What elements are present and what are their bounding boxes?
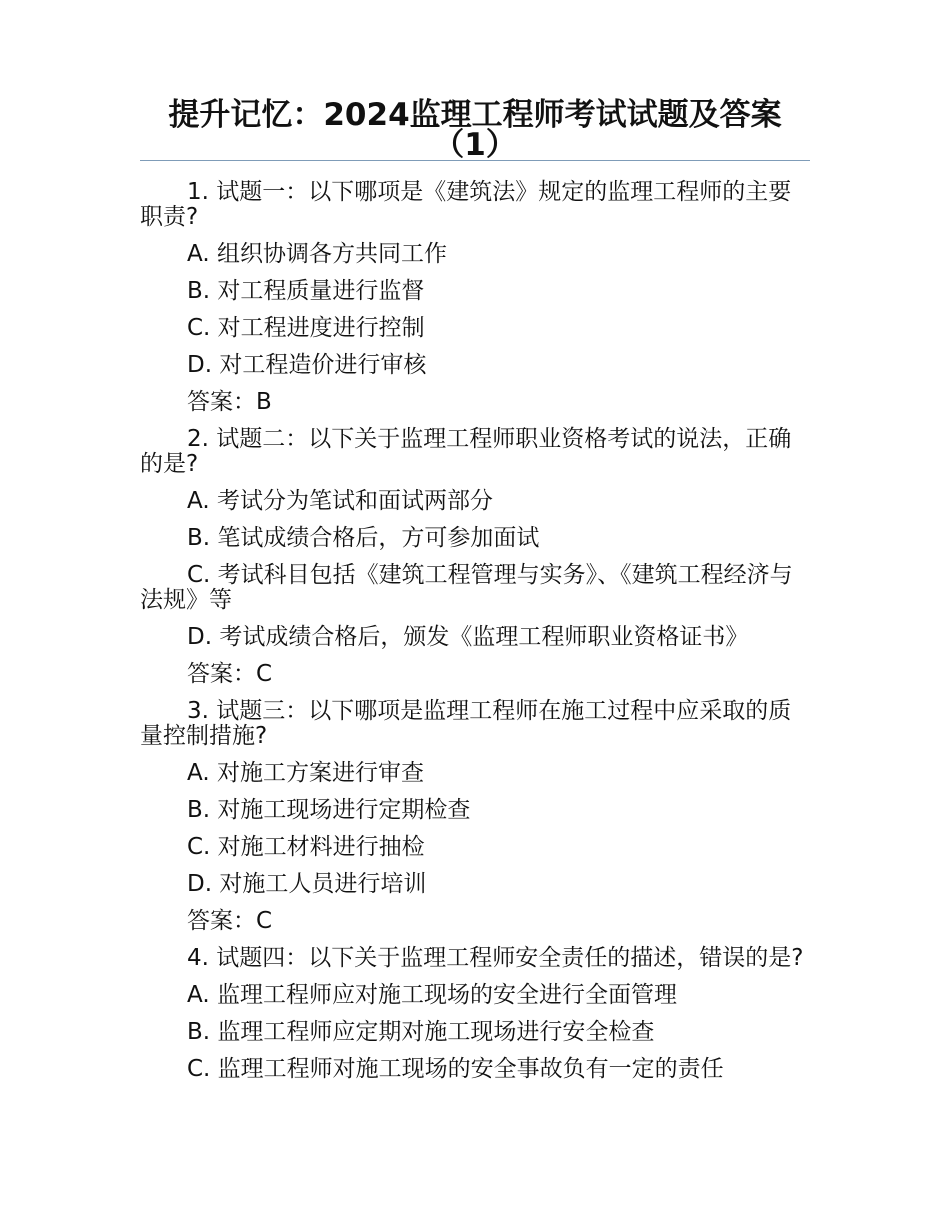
- answer-text: 答案：B: [187, 389, 272, 415]
- answer-text: 答案：C: [187, 908, 273, 934]
- title-divider: [140, 160, 810, 161]
- question-1: [140, 180, 810, 415]
- option-d: D. 考试成绩合格后，颁发《监理工程师职业资格证书》: [187, 624, 749, 650]
- question-stem: 3. 试题三：以下哪项是监理工程师在施工过程中应采取的质量控制措施?: [140, 698, 792, 749]
- question-4: [140, 946, 810, 1082]
- question-stem: 2. 试题二：以下关于监理工程师职业资格考试的说法，正确的是?: [140, 426, 792, 477]
- page-title: 提升记忆：2024监理工程师考试试题及答案（1）: [168, 97, 782, 163]
- option-a: A. 组织协调各方共同工作: [187, 241, 447, 267]
- question-3: [140, 699, 810, 934]
- option-c: C. 对施工材料进行抽检: [187, 834, 425, 860]
- option-c: C. 监理工程师对施工现场的安全事故负有一定的责任: [187, 1056, 724, 1082]
- question-stem: 1. 试题一：以下哪项是《建筑法》规定的监理工程师的主要职责?: [140, 179, 792, 230]
- option-a: A. 对施工方案进行审查: [187, 760, 424, 786]
- option-c: C. 对工程进度进行控制: [187, 315, 425, 341]
- question-2: [140, 427, 810, 687]
- option-a: A. 考试分为笔试和面试两部分: [187, 488, 493, 514]
- option-c: C. 考试科目包括《建筑工程管理与实务》、《建筑工程经济与法规》等: [140, 562, 793, 613]
- option-d: D. 对工程造价进行审核: [187, 352, 427, 378]
- option-b: B. 监理工程师应定期对施工现场进行安全检查: [187, 1019, 655, 1045]
- option-b: B. 对工程质量进行监督: [187, 278, 425, 304]
- option-b: B. 笔试成绩合格后，方可参加面试: [187, 525, 540, 551]
- option-a: A. 监理工程师应对施工现场的安全进行全面管理: [187, 982, 677, 1008]
- option-d: D. 对施工人员进行培训: [187, 871, 427, 897]
- question-list: [140, 180, 810, 1094]
- answer-text: 答案：C: [187, 661, 273, 687]
- option-b: B. 对施工现场进行定期检查: [187, 797, 471, 823]
- question-stem: 4. 试题四：以下关于监理工程师安全责任的描述，错误的是?: [187, 945, 804, 971]
